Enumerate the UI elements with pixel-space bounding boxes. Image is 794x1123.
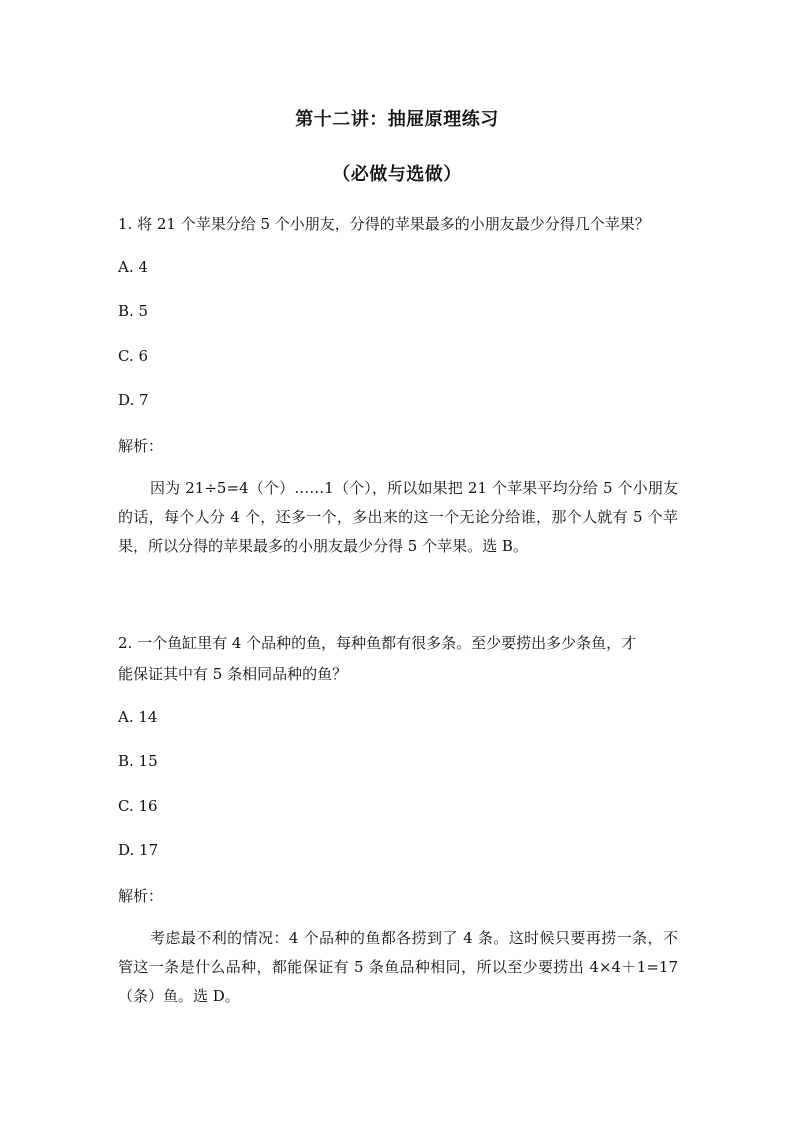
page-subtitle: （必做与选做） (332, 164, 462, 185)
question-2-analysis-label: 解析： (118, 887, 164, 905)
question-1-option-c: C. 6 (118, 347, 149, 365)
question-1-option-b: B. 5 (118, 302, 149, 320)
question-2-stem-line-1: 2. 一个鱼缸里有 4 个品种的鱼，每种鱼都有很多条。至少要捞出多少条鱼，才 (118, 634, 637, 652)
question-1-option-d: D. 7 (118, 391, 149, 409)
page-title: 第十二讲：抽屉原理练习 (295, 109, 499, 130)
question-1-stem: 1. 将 21 个苹果分给 5 个小朋友，分得的苹果最多的小朋友最少分得几个苹果？ (118, 215, 650, 233)
question-2-option-d: D. 17 (118, 841, 159, 859)
question-2-option-c: C. 16 (118, 797, 158, 815)
question-2-stem-line-2: 能保证其中有 5 条相同品种的鱼？ (118, 665, 348, 683)
question-1-option-a: A. 4 (118, 258, 148, 276)
question-1-analysis-label: 解析： (118, 437, 164, 455)
question-1-analysis-text: 因为 21÷5=4（个）……1（个），所以如果把 21 个苹果平均分给 5 个小朋友的话，每个人分 4 个，还多一个，多出来的这一个无论分给谁，那个人就有 5 个苹果，所以分得的苹果最多的小朋友最少分得 5 个苹果。选 B。 (118, 479, 678, 555)
question-2-analysis-text: 考虑最不利的情况：4 个品种的鱼都各捞到了 4 条。这时候只要再捞一条，不管这一条是什么品种，都能保证有 5 条鱼品种相同，所以至少要捞出 4×4＋1=17（条）鱼。选 D。 (118, 929, 678, 1005)
question-2-option-a: A. 14 (118, 708, 158, 726)
question-2-option-b: B. 15 (118, 752, 158, 770)
